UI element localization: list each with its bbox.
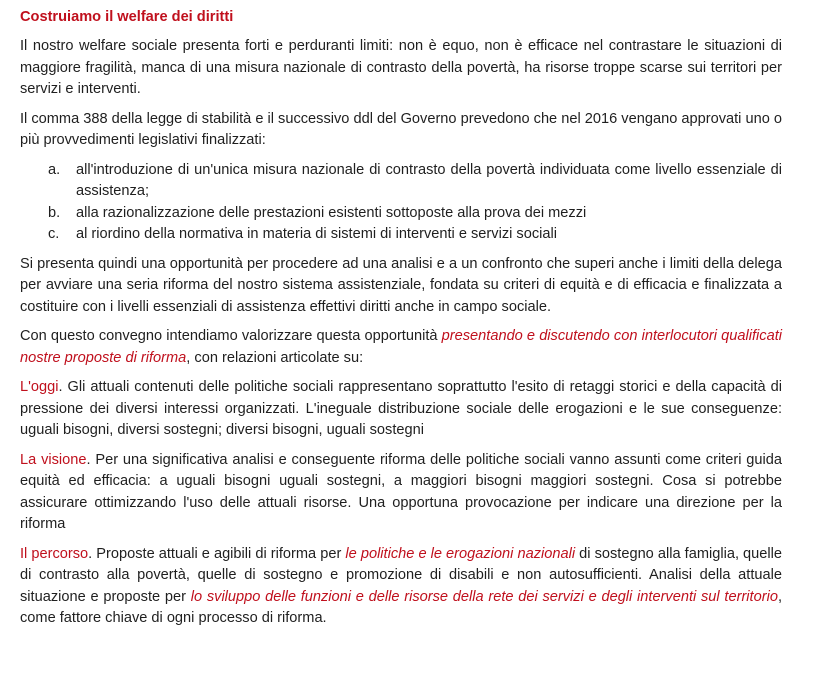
oggi-label: L'oggi bbox=[20, 379, 59, 395]
list-marker: b. bbox=[48, 204, 61, 221]
list-marker: c. bbox=[48, 226, 60, 242]
list-item bbox=[20, 160, 782, 203]
percorso-text-3: , come fattore chiave di ogni processo di riforma. bbox=[20, 588, 783, 626]
list-item bbox=[20, 224, 782, 246]
convegno-paragraph bbox=[20, 326, 782, 369]
list-item-text: al riordino della normativa in materia di sistemi di interventi e servizi sociali bbox=[76, 226, 557, 242]
percorso-label: Il percorso bbox=[20, 545, 89, 562]
legislation-paragraph: Il comma 388 della legge di stabilità e il successivo ddl del Governo prevedono che nel 2016 vengano approvati uno o più provvedimenti legislativi finalizzati: bbox=[20, 110, 782, 148]
percorso-text-2: di sostegno alla famiglia, quelle di contrasto alla povertà, quelle di sostegno e promozione di disabili e non autosufficienti. Analisi della attuale situazione e proposte per bbox=[20, 545, 783, 605]
list-marker: a. bbox=[48, 161, 61, 178]
visione-paragraph bbox=[20, 450, 782, 536]
percorso-highlight-1: le politiche e le erogazioni nazionali bbox=[345, 545, 576, 562]
visione-text: . Per una significativa analisi e conseguente riforma delle politiche sociali vanno assunti come criteri guida equità ed efficacia: a uguali bisogni uguali sostegni, a maggiori bisogni maggiori sostegni. Cosa si potrebbe assicurare ottimizzando l'uso delle attuali risorse. Una opportuna provocazione per indicare una direzione per la riforma bbox=[20, 451, 782, 532]
intro-paragraph: Il nostro welfare sociale presenta forti e perduranti limiti: non è equo, non è efficace nel contrastare le situazioni di maggiore fragilità, manca di una misura nazionale di contrasto della povertà, ha risorse troppe scarse sui territori per servizi e interventi. bbox=[20, 38, 782, 97]
document-title: Costruiamo il welfare dei diritti bbox=[20, 9, 234, 25]
oggi-text: . Gli attuali contenuti delle politiche sociali rappresentano soprattutto l'esito di retaggi storici e della capacità di pressione dei diversi interessi organizzati. L'ineguale distribuzione sociale delle erogazioni e le sue conseguenze: uguali bisogni, diversi sostegni; diversi bisogni, uguali sostegni bbox=[20, 379, 782, 438]
convegno-text-after: , con relazioni articolate su: bbox=[186, 349, 364, 366]
list-item bbox=[20, 203, 782, 225]
objectives-list bbox=[20, 160, 782, 246]
opportunity-paragraph: Si presenta quindi una opportunità per procedere ad una analisi e a un confronto che superi anche i limiti della delega per avviare una seria riforma del nostro sistema assistenziale, fondata su criteri di equità e di efficacia e finalizzata a costituire con i livelli essenziali di assistenza effettivi diritti anche in campo sociale. bbox=[20, 255, 782, 315]
list-item-text: alla razionalizzazione delle prestazioni esistenti sottoposte alla prova dei mezzi bbox=[76, 204, 587, 221]
oggi-paragraph bbox=[20, 377, 782, 442]
visione-label: La visione bbox=[20, 451, 87, 468]
percorso-paragraph bbox=[20, 544, 782, 630]
document-page bbox=[20, 6, 782, 638]
convegno-highlight: presentando e discutendo con interlocutori qualificati nostre proposte di riforma bbox=[20, 328, 782, 366]
list-item-text: all'introduzione di un'unica misura nazionale di contrasto della povertà individuata come livello essenziale di assistenza; bbox=[76, 161, 782, 199]
convegno-text-before: Con questo convegno intendiamo valorizzare questa opportunità bbox=[20, 328, 442, 344]
percorso-highlight-2: lo sviluppo delle funzioni e delle risorse della rete dei servizi e degli interventi sul territorio bbox=[190, 588, 778, 605]
percorso-text-1: . Proposte attuali e agibili di riforma per bbox=[88, 545, 346, 562]
